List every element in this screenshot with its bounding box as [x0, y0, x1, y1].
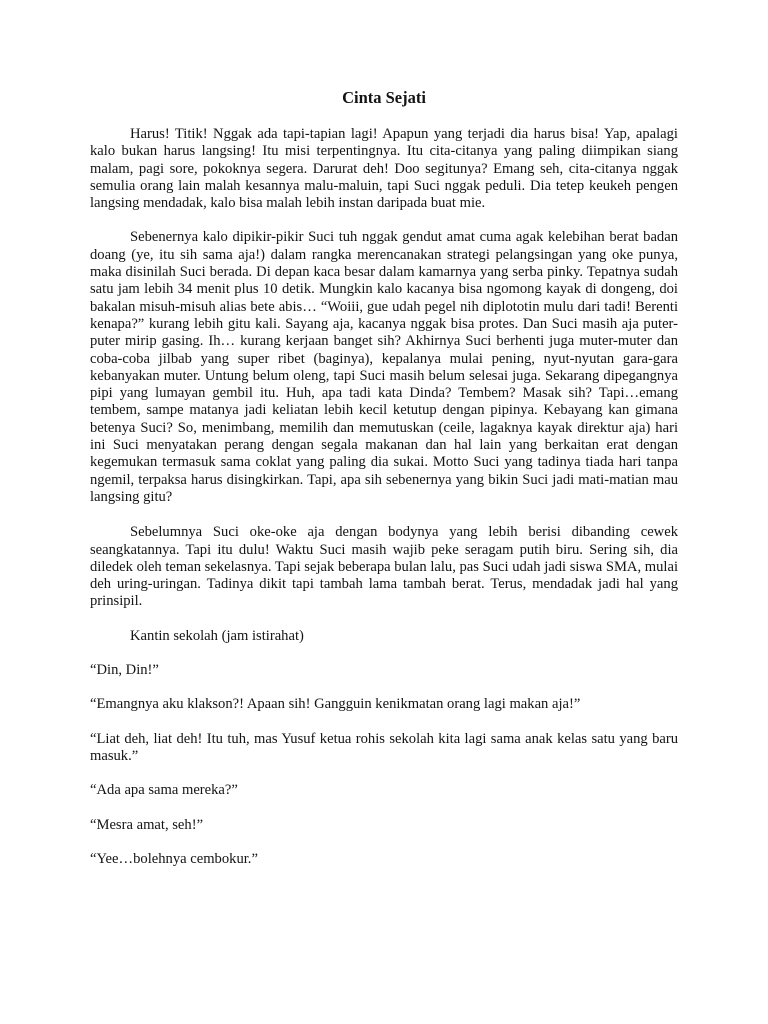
scene-heading: Kantin sekolah (jam istirahat) [130, 627, 304, 644]
document-title: Cinta Sejati [342, 88, 426, 107]
dialogue-line: “Emangnya aku klakson?! Apaan sih! Gangguin kenikmatan orang lagi makan aja!” [90, 696, 581, 713]
paragraph-1: Harus! Titik! Nggak ada tapi-tapian lagi! Apapun yang terjadi dia harus bisa! Yap, apalagi kalo bukan harus langsing! Itu misi terpentingnya. Itu cita-citanya yang paling diimpikan siang malam, pagi sore, pokoknya segera. Darurat deh! Doo segitunya? Emang seh, cita-citanya nggak semulia orang lain malah kesannya malu-maluin, tapi Suci nggak peduli. Dia tetep keukeh pengen langsing mendadak, kalo bisa malah lebih instan daripada buat mie. [90, 126, 678, 212]
paragraph-3: Sebelumnya Suci oke-oke aja dengan bodynya yang lebih berisi dibanding cewek seangkatannya. Tapi itu dulu! Waktu Suci masih wajib peke seragam putih biru. Sering sih, dia diledek oleh teman sekelasnya. Tapi sejak beberapa bulan lalu, pas Suci udah jadi siswa SMA, mulai deh uring-uringan. Tadinya dikit tapi tambah lama tambah berat. Terus, mendadak jadi hal yang prinsipil. [90, 524, 678, 610]
paragraph-2: Sebenernya kalo dipikir-pikir Suci tuh nggak gendut amat cuma agak kelebihan berat badan doang (ye, itu sih sama aja!) dalam rangka merencanakan strategi pelangsingan yang oke punya, maka disinilah Suci berada. Di depan kaca besar dalam kamarnya yang serba pinky. Tepatnya sudah satu jam lebih 34 menit plus 10 detik. Mungkin kalo kacanya bisa ngomong kayak di dongeng, doi bakalan misuh-misuh alias bete abis… “Woiii, gue udah pegel nih diplototin mulu dari tadi! Berenti kenapa?” kurang lebih gitu kali. Sayang aja, kacanya nggak bisa protes. Dan Suci masih aja puter-puter mirip gasing. Ih… kurang kerjaan banget sih? Akhirnya Suci berhenti juga muter-muter dan coba-coba jilbab yang super ribet (baginya), kepalanya mulai pening, nyut-nyutan gara-gara kebanyakan muter. Untung belum oleng, tapi Suci masih belum selesai juga. Sekarang dipegangnya pipi yang lumayan gembil itu. Huh, apa tadi kata Dinda? Tembem? Masak sih? Tapi…emang tembem, sampe matanya jadi keliatan lebih kecil ketutup dengan pipinya. Kebayang kan gimana betenya Suci? So, menimbang, memilih dan memutuskan (ceile, lagaknya kayak direktur aja) hari ini Suci menyatakan perang dengan segala makanan dan hal lain yang berkaitan erat dengan kegemukan termasuk sama coklat yang paling dia sukai. Motto Suci yang tadinya tiada hari tanpa ngemil, terpaksa harus disingkirkan. Tapi, apa sih sebenernya yang bikin Suci jadi mati-matian mau langsing gitu? [90, 229, 678, 505]
dialogue-line: “Din, Din!” [90, 662, 159, 679]
dialogue-line: “Ada apa sama mereka?” [90, 782, 238, 799]
dialogue-line: “Yee…bolehnya cembokur.” [90, 850, 258, 867]
dialogue-line: “Mesra amat, seh!” [90, 816, 204, 833]
dialogue-line: “Liat deh, liat deh! Itu tuh, mas Yusuf ketua rohis sekolah kita lagi sama anak kelas satu yang baru masuk.” [90, 730, 678, 764]
document-body [90, 88, 678, 885]
